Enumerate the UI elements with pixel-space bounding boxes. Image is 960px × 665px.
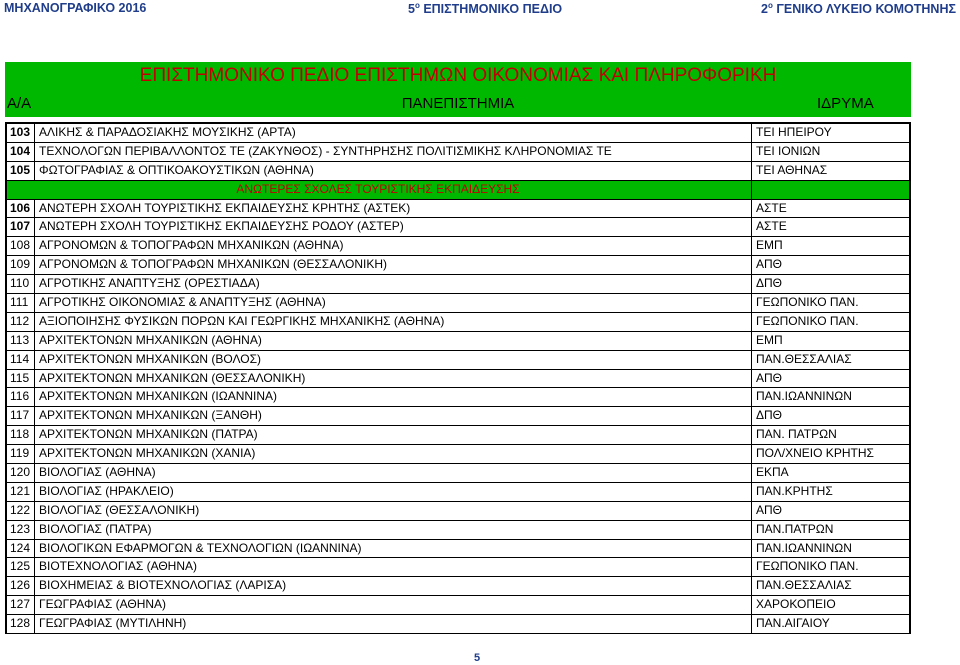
row-number: 118 xyxy=(5,426,35,444)
row-department: ΓΕΩΓΡΑΦΙΑΣ (ΑΘΗΝΑ) xyxy=(39,597,167,612)
table-row xyxy=(5,256,911,275)
row-department: ΑΡΧΙΤΕΚΤΟΝΩΝ ΜΗΧΑΝΙΚΩΝ (ΒΟΛΟΣ) xyxy=(39,351,262,366)
row-department: ΑΡΧΙΤΕΚΤΟΝΩΝ ΜΗΧΑΝΙΚΩΝ (ΞΑΝΘΗ) xyxy=(39,408,262,423)
table-row xyxy=(5,237,911,256)
row-seat: ΠΑΝ.ΘΕΣΣΑΛΙΑΣ xyxy=(751,351,911,369)
table-row xyxy=(5,294,911,313)
row-seat: ΠΑΝ.ΚΡΗΤΗΣ xyxy=(751,483,911,501)
row-seat: ΕΜΠ xyxy=(751,332,911,350)
row-seat: ΠΑΝ.ΙΩΑΝΝΙΝΩΝ xyxy=(751,388,911,406)
row-department: ΑΓΡΟΝΟΜΩΝ & ΤΟΠΟΓΡΑΦΩΝ ΜΗΧΑΝΙΚΩΝ (ΘΕΣΣΑΛΟΝΙΚΗ) xyxy=(39,257,387,272)
column-header-aa: Α/Α xyxy=(7,95,32,112)
row-department: ΑΓΡΟΤΙΚΗΣ ΟΙΚΟΝΟΜΙΑΣ & ΑΝΑΠΤΥΞΗΣ (ΑΘΗΝΑ) xyxy=(39,295,326,310)
page-header xyxy=(0,0,960,18)
page-number: 5 xyxy=(474,652,481,664)
row-seat: ΓΕΩΠΟΝΙΚΟ ΠΑΝ. xyxy=(751,558,911,576)
table-row xyxy=(5,143,911,162)
header-left: ΜΗΧΑΝΟΓΡΑΦΙΚΟ 2016 xyxy=(4,1,147,15)
row-seat: ΠΟΛ/ΧΝΕΙΟ ΚΡΗΤΗΣ xyxy=(751,445,911,463)
table-row xyxy=(5,521,911,540)
row-seat: ΠΑΝ.ΘΕΣΣΑΛΙΑΣ xyxy=(751,577,911,595)
column-header-row xyxy=(5,90,911,117)
table-row xyxy=(5,577,911,596)
row-department: ΒΙΟΛΟΓΙΑΣ (ΑΘΗΝΑ) xyxy=(39,465,156,480)
table-row xyxy=(5,162,911,181)
row-number: 125 xyxy=(5,558,35,576)
table-row xyxy=(5,596,911,615)
row-department: ΑΞΙΟΠΟΙΗΣΗΣ ΦΥΣΙΚΩΝ ΠΟΡΩΝ ΚΑΙ ΓΕΩΡΓΙΚΗΣ ΜΗΧΑΝΙΚΗΣ (ΑΘΗΝΑ) xyxy=(39,313,445,328)
row-seat: ΤΕΙ ΑΘΗΝΑΣ xyxy=(751,162,911,180)
row-department: ΑΝΩΤΕΡΗ ΣΧΟΛΗ ΤΟΥΡΙΣΤΙΚΗΣ ΕΚΠΑΙΔΕΥΣΗΣ ΡΟΔΟΥ (ΑΣΤΕΡ) xyxy=(39,219,404,234)
row-department: ΒΙΟΤΕΧΝΟΛΟΓΙΑΣ (ΑΘΗΝΑ) xyxy=(39,559,198,574)
row-number: 115 xyxy=(5,370,35,388)
row-number: 109 xyxy=(5,256,35,274)
table-row xyxy=(5,464,911,483)
row-seat: ΕΜΠ xyxy=(751,237,911,255)
column-header-seat: ΙΔΡΥΜΑ xyxy=(817,95,874,112)
row-department: ΒΙΟΛΟΓΙΑΣ (ΠΑΤΡΑ) xyxy=(39,521,152,536)
row-seat: ΠΑΝ.ΙΩΑΝΝΙΝΩΝ xyxy=(751,540,911,558)
row-seat: ΑΣΤΕ xyxy=(751,218,911,236)
row-number: 121 xyxy=(5,483,35,501)
row-number: 114 xyxy=(5,351,35,369)
row-department: ΑΓΡΟΝΟΜΩΝ & ΤΟΠΟΓΡΑΦΩΝ ΜΗΧΑΝΙΚΩΝ (ΑΘΗΝΑ) xyxy=(39,238,344,253)
header-center: $5^o$ ΕΠΙΣΤΗΜΟΝΙΚΟ ΠΕΔΙΟ xyxy=(408,1,563,17)
row-number: 103 xyxy=(5,124,35,142)
row-seat: ΑΠΘ xyxy=(751,502,911,520)
row-seat: ΑΠΘ xyxy=(751,256,911,274)
row-seat xyxy=(751,181,911,199)
table-row xyxy=(5,502,911,521)
row-number: 104 xyxy=(5,143,35,161)
row-number: 123 xyxy=(5,521,35,539)
row-number: 117 xyxy=(5,407,35,425)
table-row xyxy=(5,407,911,426)
table-row xyxy=(5,124,911,143)
row-number: 116 xyxy=(5,388,35,406)
row-number: 107 xyxy=(5,218,35,236)
table-row xyxy=(5,426,911,445)
row-department: ΑΛΙΚΗΣ & ΠΑΡΑΔΟΣΙΑΚΗΣ ΜΟΥΣΙΚΗΣ (ΑΡΤΑ) xyxy=(39,125,296,139)
row-number: 128 xyxy=(5,615,35,633)
row-number: 108 xyxy=(5,237,35,255)
row-number: 110 xyxy=(5,275,35,293)
page-title: ΕΠΙΣΤΗΜΟΝΙΚΟ ΠΕΔΙΟ ΕΠΙΣΤΗΜΩΝ ΟΙΚΟΝΟΜΙΑΣ ΚΑΙ ΠΛΗΡΟΦΟΡΙΚΗ xyxy=(5,62,911,90)
section-label: ΑΝΩΤΕΡΕΣ ΣΧΟΛΕΣ ΤΟΥΡΙΣΤΙΚΗΣ ΕΚΠΑΙΔΕΥΣΗΣ xyxy=(236,181,520,196)
departments-table xyxy=(5,122,911,634)
row-department: ΓΕΩΓΡΑΦΙΑΣ (ΜΥΤΙΛΗΝΗ) xyxy=(39,616,187,631)
row-seat: ΧΑΡΟΚΟΠΕΙΟ xyxy=(751,596,911,614)
row-number: 124 xyxy=(5,540,35,558)
table-row xyxy=(5,332,911,351)
row-department: ΑΓΡΟΤΙΚΗΣ ΑΝΑΠΤΥΞΗΣ (ΟΡΕΣΤΙΑΔΑ) xyxy=(39,276,260,291)
row-seat: ΑΣΤΕ xyxy=(751,200,911,218)
row-number: 105 xyxy=(5,162,35,180)
row-number: 126 xyxy=(5,577,35,595)
row-number: 127 xyxy=(5,596,35,614)
table-row xyxy=(5,218,911,237)
row-seat: ΓΕΩΠΟΝΙΚΟ ΠΑΝ. xyxy=(751,294,911,312)
row-department: ΒΙΟΧΗΜΕΙΑΣ & ΒΙΟΤΕΧΝΟΛΟΓΙΑΣ (ΛΑΡΙΣΑ) xyxy=(39,578,287,593)
row-department: ΑΝΩΤΕΡΗ ΣΧΟΛΗ ΤΟΥΡΙΣΤΙΚΗΣ ΕΚΠΑΙΔΕΥΣΗΣ ΚΡΗΤΗΣ (ΑΣΤΕΚ) xyxy=(39,200,411,215)
row-department: ΑΡΧΙΤΕΚΤΟΝΩΝ ΜΗΧΑΝΙΚΩΝ (ΘΕΣΣΑΛΟΝΙΚΗ) xyxy=(39,370,306,385)
row-department: ΦΩΤΟΓΡΑΦΙΑΣ & ΟΠΤΙΚΟΑΚΟΥΣΤΙΚΩΝ (ΑΘΗΝΑ) xyxy=(39,162,314,177)
row-seat: ΠΑΝ.ΠΑΤΡΩΝ xyxy=(751,521,911,539)
row-number: 112 xyxy=(5,313,35,331)
row-seat: ΤΕΙ ΙΟΝΙΩΝ xyxy=(751,143,911,161)
row-department: ΒΙΟΛΟΓΙΑΣ (ΗΡΑΚΛΕΙΟ) xyxy=(39,483,174,498)
row-number: 111 xyxy=(5,294,35,312)
table-row xyxy=(5,615,911,634)
column-header-university: ΠΑΝΕΠΙΣΤΗΜΙΑ xyxy=(401,95,515,112)
row-department: ΒΙΟΛΟΓΙΑΣ (ΘΕΣΣΑΛΟΝΙΚΗ) xyxy=(39,502,200,517)
row-department: ΤΕΧΝΟΛΟΓΩΝ ΠΕΡΙΒΑΛΛΟΝΤΟΣ ΤΕ (ΖΑΚΥΝΘΟΣ) - ΣΥΝΤΗΡΗΣΗΣ ΠΟΛΙΤΙΣΜΙΚΗΣ ΚΛΗΡΟΝΟΜΙΑΣ ΤΕ xyxy=(39,143,612,158)
row-department: ΑΡΧΙΤΕΚΤΟΝΩΝ ΜΗΧΑΝΙΚΩΝ (ΧΑΝΙΑ) xyxy=(39,446,256,461)
table-row xyxy=(5,370,911,389)
table-row xyxy=(5,388,911,407)
row-number: 113 xyxy=(5,332,35,350)
table-row xyxy=(5,313,911,332)
table-row xyxy=(5,540,911,559)
row-number: 120 xyxy=(5,464,35,482)
table-row xyxy=(5,200,911,219)
row-department: ΒΙΟΛΟΓΙΚΩΝ ΕΦΑΡΜΟΓΩΝ & ΤΕΧΝΟΛΟΓΙΩΝ (ΙΩΑΝΝΙΝΑ) xyxy=(39,540,362,555)
header-right: $2^o$ ΓΕΝΙΚΟ ΛΥΚΕΙΟ ΚΟΜΟΤΗΝΗΣ xyxy=(761,1,956,17)
row-seat: ΠΑΝ. ΠΑΤΡΩΝ xyxy=(751,426,911,444)
row-number: 106 xyxy=(5,200,35,218)
row-seat: ΤΕΙ ΗΠΕΙΡΟΥ xyxy=(751,124,911,142)
row-department: ΑΡΧΙΤΕΚΤΟΝΩΝ ΜΗΧΑΝΙΚΩΝ (ΙΩΑΝΝΙΝΑ) xyxy=(39,389,278,404)
row-seat: ΓΕΩΠΟΝΙΚΟ ΠΑΝ. xyxy=(751,313,911,331)
row-number: 122 xyxy=(5,502,35,520)
section-row xyxy=(5,181,911,200)
row-seat: ΠΑΝ.ΑΙΓΑΙΟΥ xyxy=(751,615,911,633)
row-department: ΑΡΧΙΤΕΚΤΟΝΩΝ ΜΗΧΑΝΙΚΩΝ (ΠΑΤΡΑ) xyxy=(39,427,258,442)
row-seat: ΑΠΘ xyxy=(751,370,911,388)
table-row xyxy=(5,445,911,464)
row-department: ΑΡΧΙΤΕΚΤΟΝΩΝ ΜΗΧΑΝΙΚΩΝ (ΑΘΗΝΑ) xyxy=(39,332,262,347)
table-row xyxy=(5,275,911,294)
row-number: 119 xyxy=(5,445,35,463)
table-row xyxy=(5,483,911,502)
table-row xyxy=(5,558,911,577)
row-seat: ΕΚΠΑ xyxy=(751,464,911,482)
row-seat: ΔΠΘ xyxy=(751,407,911,425)
table-row xyxy=(5,351,911,370)
row-seat: ΔΠΘ xyxy=(751,275,911,293)
